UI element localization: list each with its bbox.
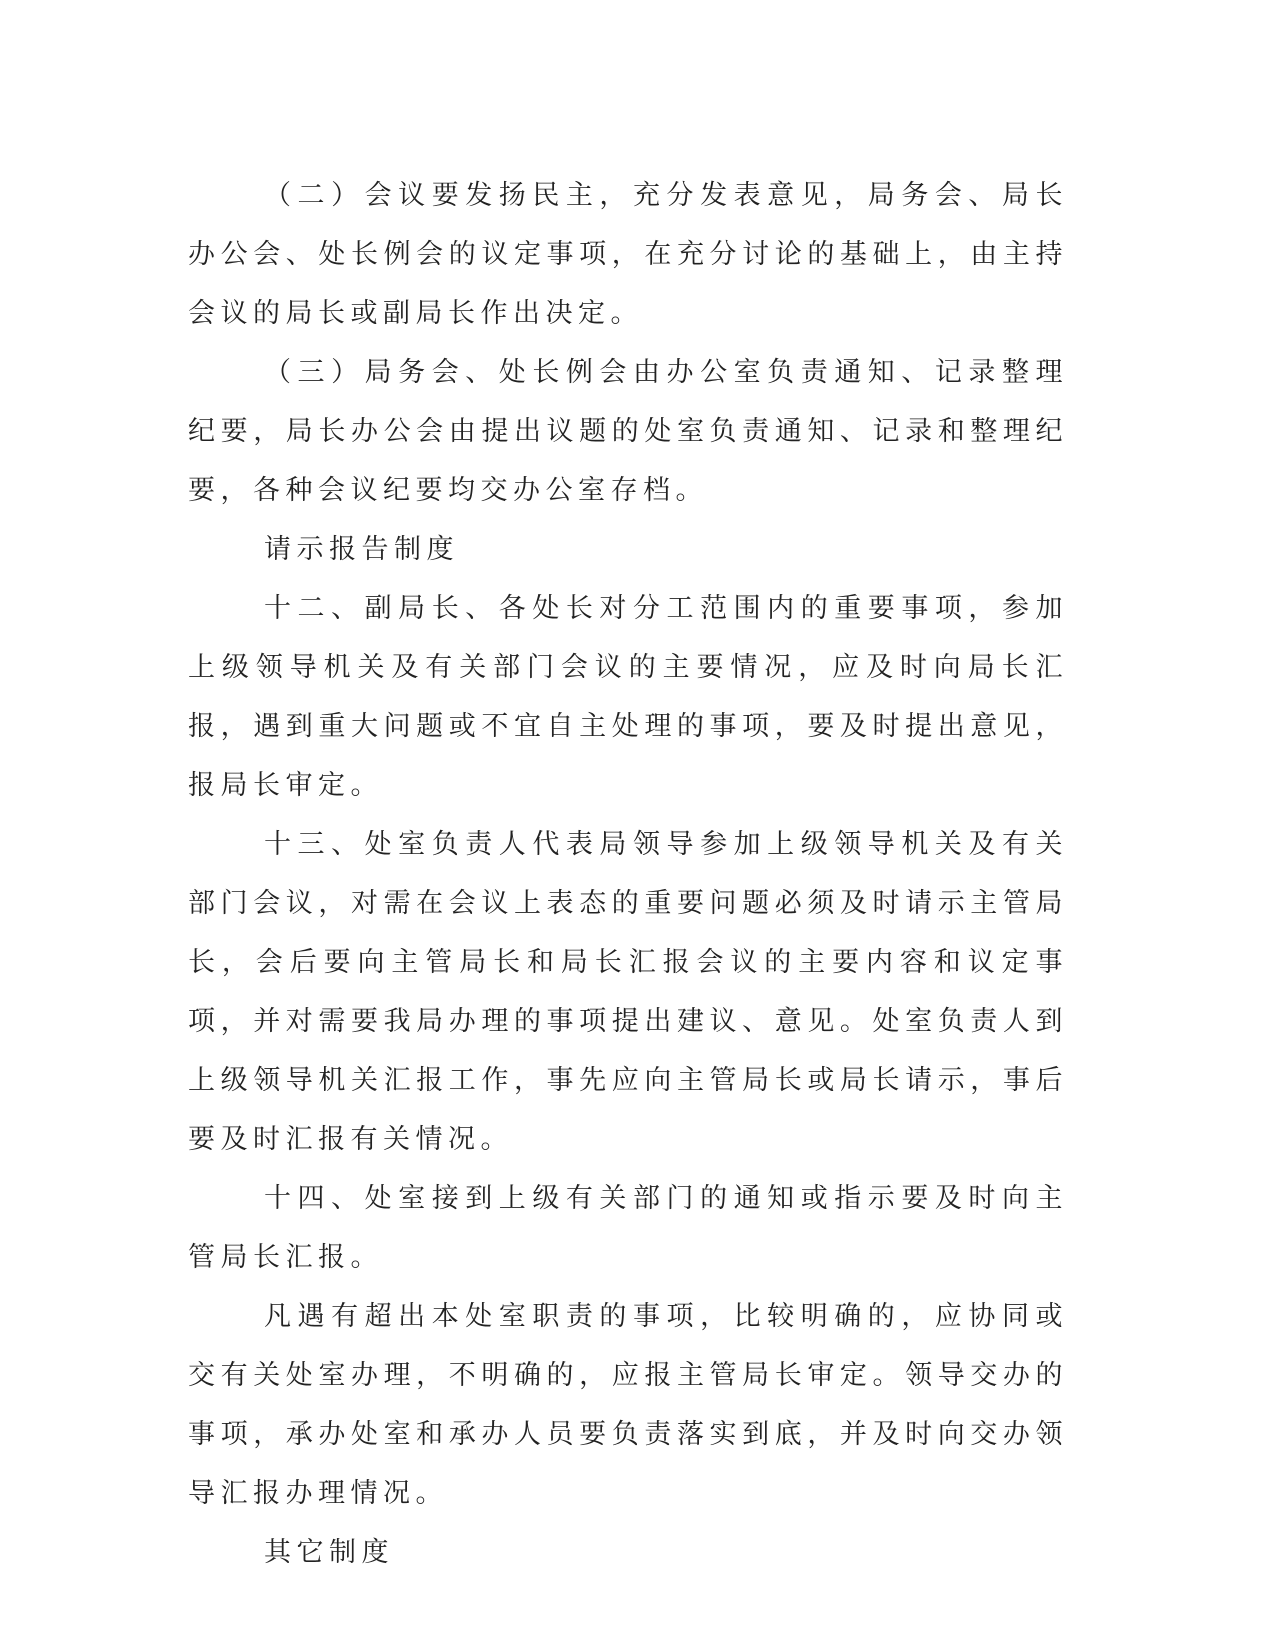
paragraph-article-12: 十二、副局长、各处长对分工范围内的重要事项，参加上级领导机关及有关部门会议的主要情况，应及时向局长汇报，遇到重大问题或不宜自主处理的事项，要及时提出意见，报局长审定。 bbox=[188, 593, 1068, 801]
section-heading-other: 其它制度 bbox=[264, 1537, 394, 1568]
section-heading-reporting: 请示报告制度 bbox=[264, 534, 459, 565]
paragraph-article-14: 十四、处室接到上级有关部门的通知或指示要及时向主管局长汇报。 bbox=[188, 1183, 1068, 1273]
document-body bbox=[188, 166, 1068, 1582]
paragraph-meeting-minutes: （三）局务会、处长例会由办公室负责通知、记录整理纪要，局长办公会由提出议题的处室负责通知、记录和整理纪要，各种会议纪要均交办公室存档。 bbox=[188, 357, 1068, 506]
paragraph-article-13: 十三、处室负责人代表局领导参加上级领导机关及有关部门会议，对需在会议上表态的重要问题必须及时请示主管局长，会后要向主管局长和局长汇报会议的主要内容和议定事项，并对需要我局办理的事项提出建议、意见。处室负责人到上级领导机关汇报工作，事先应向主管局长或局长请示，事后要及时汇报有关情况。 bbox=[188, 829, 1068, 1155]
paragraph-meeting-democracy: （二）会议要发扬民主，充分发表意见，局务会、局长办公会、处长例会的议定事项，在充分讨论的基础上，由主持会议的局长或副局长作出决定。 bbox=[188, 180, 1068, 329]
paragraph-beyond-duties: 凡遇有超出本处室职责的事项，比较明确的，应协同或交有关处室办理，不明确的，应报主管局长审定。领导交办的事项，承办处室和承办人员要负责落实到底，并及时向交办领导汇报办理情况。 bbox=[188, 1301, 1068, 1509]
